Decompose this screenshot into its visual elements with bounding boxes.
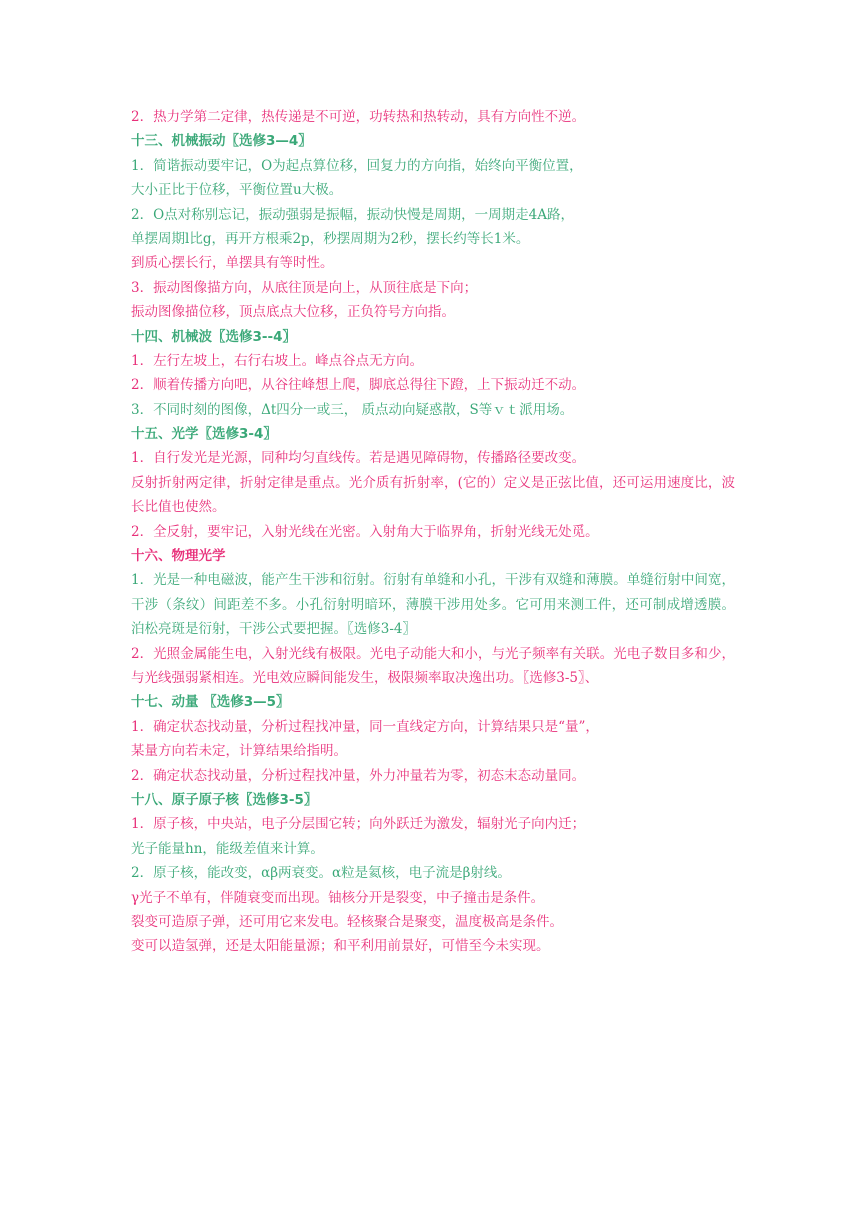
section-heading-14: 十四、机械波〖选修3--4〗 — [131, 328, 296, 345]
text-line-17-1a: 1．确定状态找动量，分析过程找冲量，同一直线定方向，计算结果只是“量”， — [131, 718, 599, 735]
section-heading-17: 十七、动量 〖选修3—5〗 — [131, 694, 290, 711]
text-paragraph-15-reflection: 反射折射两定律，折射定律是重点。光介质有折射率，(它的）定义是正弦比值，还可运用速度比，波长比值也使然。 — [131, 474, 735, 516]
text-line-13-1b: 大小正比于位移，平衡位置u大极。 — [131, 182, 343, 199]
section-heading-16: 十六、物理光学 — [131, 548, 226, 565]
text-line-17-1b: 某量方向若未定，计算结果给指明。 — [131, 743, 347, 760]
text-line-14-2: 2．顺着传播方向吧，从谷往峰想上爬，脚底总得往下蹬，上下振动迁不动。 — [131, 377, 586, 394]
document-body — [131, 105, 735, 959]
text-line-18-2c: 裂变可造原子弹，还可用它来发电。轻核聚合是聚变，温度极高是条件。 — [131, 914, 563, 930]
text-line-18-1b: 光子能量hn，能级差值来计算。 — [131, 840, 324, 857]
text-line-18-2a: 2．原子核，能改变，αβ两衰变。α粒是氦核，电子流是β射线。 — [131, 865, 511, 882]
section-heading-18: 十八、原子原子核〖选修3-5〗 — [131, 792, 318, 809]
text-line-14-1: 1．左行左坡上，右行右坡上。峰点谷点无方向。 — [131, 352, 424, 369]
text-line-18-2d: 变可以造氢弹，还是太阳能量源；和平利用前景好，可惜至今未实现。 — [131, 938, 550, 955]
text-line-13-1a: 1．简谐振动要牢记，O为起点算位移，回复力的方向指，始终向平衡位置， — [131, 157, 583, 174]
text-line-13-3b: 振动图像描位移，顶点底点大位移，正负符号方向指。 — [131, 304, 455, 321]
text-line-17-2: 2．确定状态找动量，分析过程找冲量，外力冲量若为零，初态末态动量同。 — [131, 767, 586, 784]
text-line-13-2c: 到质心摆长行，单摆具有等时性。 — [131, 255, 334, 272]
section-heading-15: 十五、光学〖选修3-4〗 — [131, 426, 277, 443]
text-line-law2: 2．热力学第二定律，热传递是不可逆，功转热和热转动，具有方向性不逆。 — [131, 109, 586, 125]
text-paragraph-16-1: 1．光是一种电磁波，能产生干涉和衍射。衍射有单缝和小孔，干涉有双缝和薄膜。单缝衍射中间宽，干涉（条纹）间距差不多。小孔衍射明暗环，薄膜干涉用处多。它可用来测工件，还可制成增透膜。泊松亮斑是衍射，干涉公式要把握。〖选修3-4〗 — [131, 572, 735, 638]
text-line-13-3a: 3．振动图像描方向，从底往顶是向上，从顶往底是下向； — [131, 279, 478, 296]
text-paragraph-16-2: 2．光照金属能生电，入射光线有极限。光电子动能大和小，与光子频率有关联。光电子数目多和少，与光线强弱紧相连。光电效应瞬间能发生，极限频率取决逸出功。〖选修3-5〗、 — [131, 645, 735, 687]
text-line-18-1a: 1．原子核，中央站，电子分层围它转；向外跃迁为激发，辐射光子向内迁； — [131, 816, 586, 833]
text-line-18-2b: γ光子不单有，伴随衰变而出现。铀核分开是裂变，中子撞击是条件。 — [131, 889, 545, 906]
text-line-15-1: 1．自行发光是光源，同种均匀直线传。若是遇见障碍物，传播路径要改变。 — [131, 450, 586, 467]
text-line-15-2: 2．全反射，要牢记，入射光线在光密。入射角大于临界角，折射光线无处觅。 — [131, 523, 599, 540]
text-line-13-2b: 单摆周期l比g，再开方根乘2p，秒摆周期为2秒，摆长约等长1米。 — [131, 230, 530, 247]
text-line-14-3: 3．不同时刻的图像，Δt四分一或三， 质点动向疑惑散，S等ｖｔ派用场。 — [131, 401, 574, 418]
text-line-13-2a: 2．O点对称别忘记，振动强弱是振幅，振动快慢是周期，一周期走4A路， — [131, 206, 574, 223]
section-heading-13: 十三、机械振动〖选修3—4〗 — [131, 133, 312, 150]
